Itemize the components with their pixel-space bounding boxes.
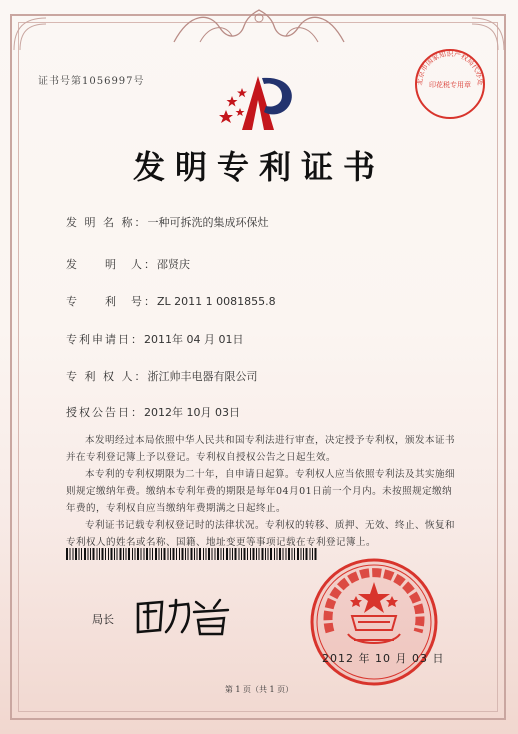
barcode-bar (144, 548, 145, 560)
barcode-bar (179, 548, 180, 560)
field-patentee (66, 368, 258, 384)
barcode-bar (283, 548, 284, 560)
top-ornament (170, 2, 348, 46)
barcode-bar (111, 548, 113, 560)
barcode-bar (301, 548, 302, 560)
barcode-bar (75, 548, 77, 560)
barcode-bar (123, 548, 124, 560)
barcode-bar (244, 548, 246, 560)
barcode-bar (194, 548, 195, 560)
field-value: 浙江帅丰电器有限公司 (147, 370, 258, 383)
barcode-bar (288, 548, 290, 560)
field-label: 专 利 号： (66, 295, 157, 308)
barcode-bar (270, 548, 272, 560)
field-invention-name (66, 214, 269, 230)
field-value: 2012年 10月 03日 (144, 406, 240, 419)
barcode-bar (73, 548, 74, 560)
barcode-bar (97, 548, 98, 560)
barcode-bar (226, 548, 228, 560)
barcode-bar (262, 548, 264, 560)
field-inventor (66, 256, 190, 272)
barcode-bar (277, 548, 278, 560)
barcode-bar (253, 548, 255, 560)
barcode-bar (102, 548, 104, 560)
barcode-bar (114, 548, 115, 560)
seal-date: 2012 年 10 月 03 日 (322, 652, 445, 665)
barcode-bar (274, 548, 275, 560)
barcode-bar (146, 548, 148, 560)
barcode-bar (188, 548, 189, 560)
barcode-bar (152, 548, 153, 560)
certificate-number: 证书号第1056997号 (38, 76, 145, 87)
stamp-ring-text: 北京市国家知识产权局代办处 (415, 50, 485, 86)
barcode-bar (297, 548, 299, 560)
barcode-bar (99, 548, 100, 560)
barcode-bar (230, 548, 231, 560)
barcode-bar (206, 548, 207, 560)
barcode-bar (292, 548, 293, 560)
sipo-logo-icon (218, 70, 300, 136)
field-application-date (66, 331, 243, 347)
barcode-bar (135, 548, 136, 560)
barcode-bar (303, 548, 304, 560)
barcode-bar (126, 548, 127, 560)
barcode-bar (259, 548, 260, 560)
barcode-bar (215, 548, 216, 560)
barcode-bar (173, 548, 175, 560)
official-seal (308, 556, 440, 688)
page-number: 第 1 页（共 1 页） (224, 685, 294, 694)
barcode-bar (268, 548, 269, 560)
field-label: 发 明 人： (66, 258, 157, 271)
barcode-bar (137, 548, 139, 560)
paragraph-term: 本专利的专利权期限为二十年，自申请日起算。专利权人应当依照专利法及其实施细则规定缴纳年费。缴纳本专利年费的期限是每年04月01日前一个月内。未按照规定缴纳年费的，专利权自应当缴纳年费期满之日起终止。 (66, 469, 456, 514)
barcode-bar (203, 548, 204, 560)
stamp-center-text: 印花税专用章 (429, 81, 471, 89)
barcode-bar (247, 548, 248, 560)
barcode-bar (105, 548, 106, 560)
barcode-bar (159, 548, 160, 560)
agency-stamp (412, 46, 488, 122)
barcode-bar (79, 548, 80, 560)
field-label: 发 明 名 称： (66, 216, 148, 229)
field-label: 授权公告日： (66, 406, 144, 419)
barcode-bar (161, 548, 162, 560)
corner-ornament-top-left (10, 14, 50, 54)
barcode-bar (232, 548, 233, 560)
barcode-bar (294, 548, 295, 560)
director-signature (132, 592, 237, 638)
barcode-bar (88, 548, 89, 560)
barcode-bar (93, 548, 95, 560)
field-value: ZL 2011 1 0081855.8 (157, 295, 276, 308)
barcode-bar (191, 548, 193, 560)
page-title: 发明专利证书 (132, 148, 385, 186)
barcode-bar (66, 548, 68, 560)
barcode-bar (170, 548, 171, 560)
barcode-bar (108, 548, 109, 560)
barcode-bar (81, 548, 82, 560)
field-value: 2011年 04 月 01日 (144, 333, 244, 346)
barcode-bar (117, 548, 118, 560)
paragraph-grant: 本发明经过本局依照中华人民共和国专利法进行审查，决定授予专利权，颁发本证书并在专利登记簿上予以登记。专利权自授权公告之日起生效。 (66, 435, 456, 463)
barcode-bar (241, 548, 242, 560)
barcode-bar (221, 548, 222, 560)
barcode (66, 548, 318, 560)
barcode-bar (90, 548, 91, 560)
barcode-bar (164, 548, 166, 560)
field-label: 专 利 权 人： (66, 370, 148, 383)
barcode-bar (168, 548, 169, 560)
barcode-bar (150, 548, 151, 560)
barcode-bar (279, 548, 281, 560)
barcode-bar (141, 548, 142, 560)
barcode-bar (199, 548, 201, 560)
barcode-bar (235, 548, 237, 560)
barcode-bar (84, 548, 86, 560)
barcode-bar (265, 548, 266, 560)
barcode-bar (132, 548, 133, 560)
barcode-bar (182, 548, 184, 560)
barcode-bar (239, 548, 240, 560)
barcode-bar (208, 548, 210, 560)
barcode-bar (286, 548, 287, 560)
barcode-bar (223, 548, 224, 560)
barcode-bar (212, 548, 213, 560)
field-value: 邵贤庆 (157, 258, 190, 271)
paragraph-record: 专利证书记载专利权登记时的法律状况。专利权的转移、质押、无效、终止、恢复和专利权人的姓名或名称、国籍、地址变更等事项记载在专利登记簿上。 (66, 520, 456, 548)
barcode-bar (256, 548, 257, 560)
barcode-bar (176, 548, 177, 560)
barcode-bar (197, 548, 198, 560)
barcode-bar (155, 548, 157, 560)
barcode-bar (70, 548, 71, 560)
barcode-bar (128, 548, 130, 560)
barcode-bar (250, 548, 251, 560)
barcode-bar (185, 548, 186, 560)
barcode-bar (120, 548, 122, 560)
field-grant-date (66, 404, 240, 420)
barcode-bar (217, 548, 219, 560)
field-value: 一种可拆洗的集成环保灶 (147, 216, 269, 229)
director-label: 局长 (92, 613, 114, 626)
field-patent-number (66, 293, 276, 309)
field-label: 专利申请日： (66, 333, 144, 346)
